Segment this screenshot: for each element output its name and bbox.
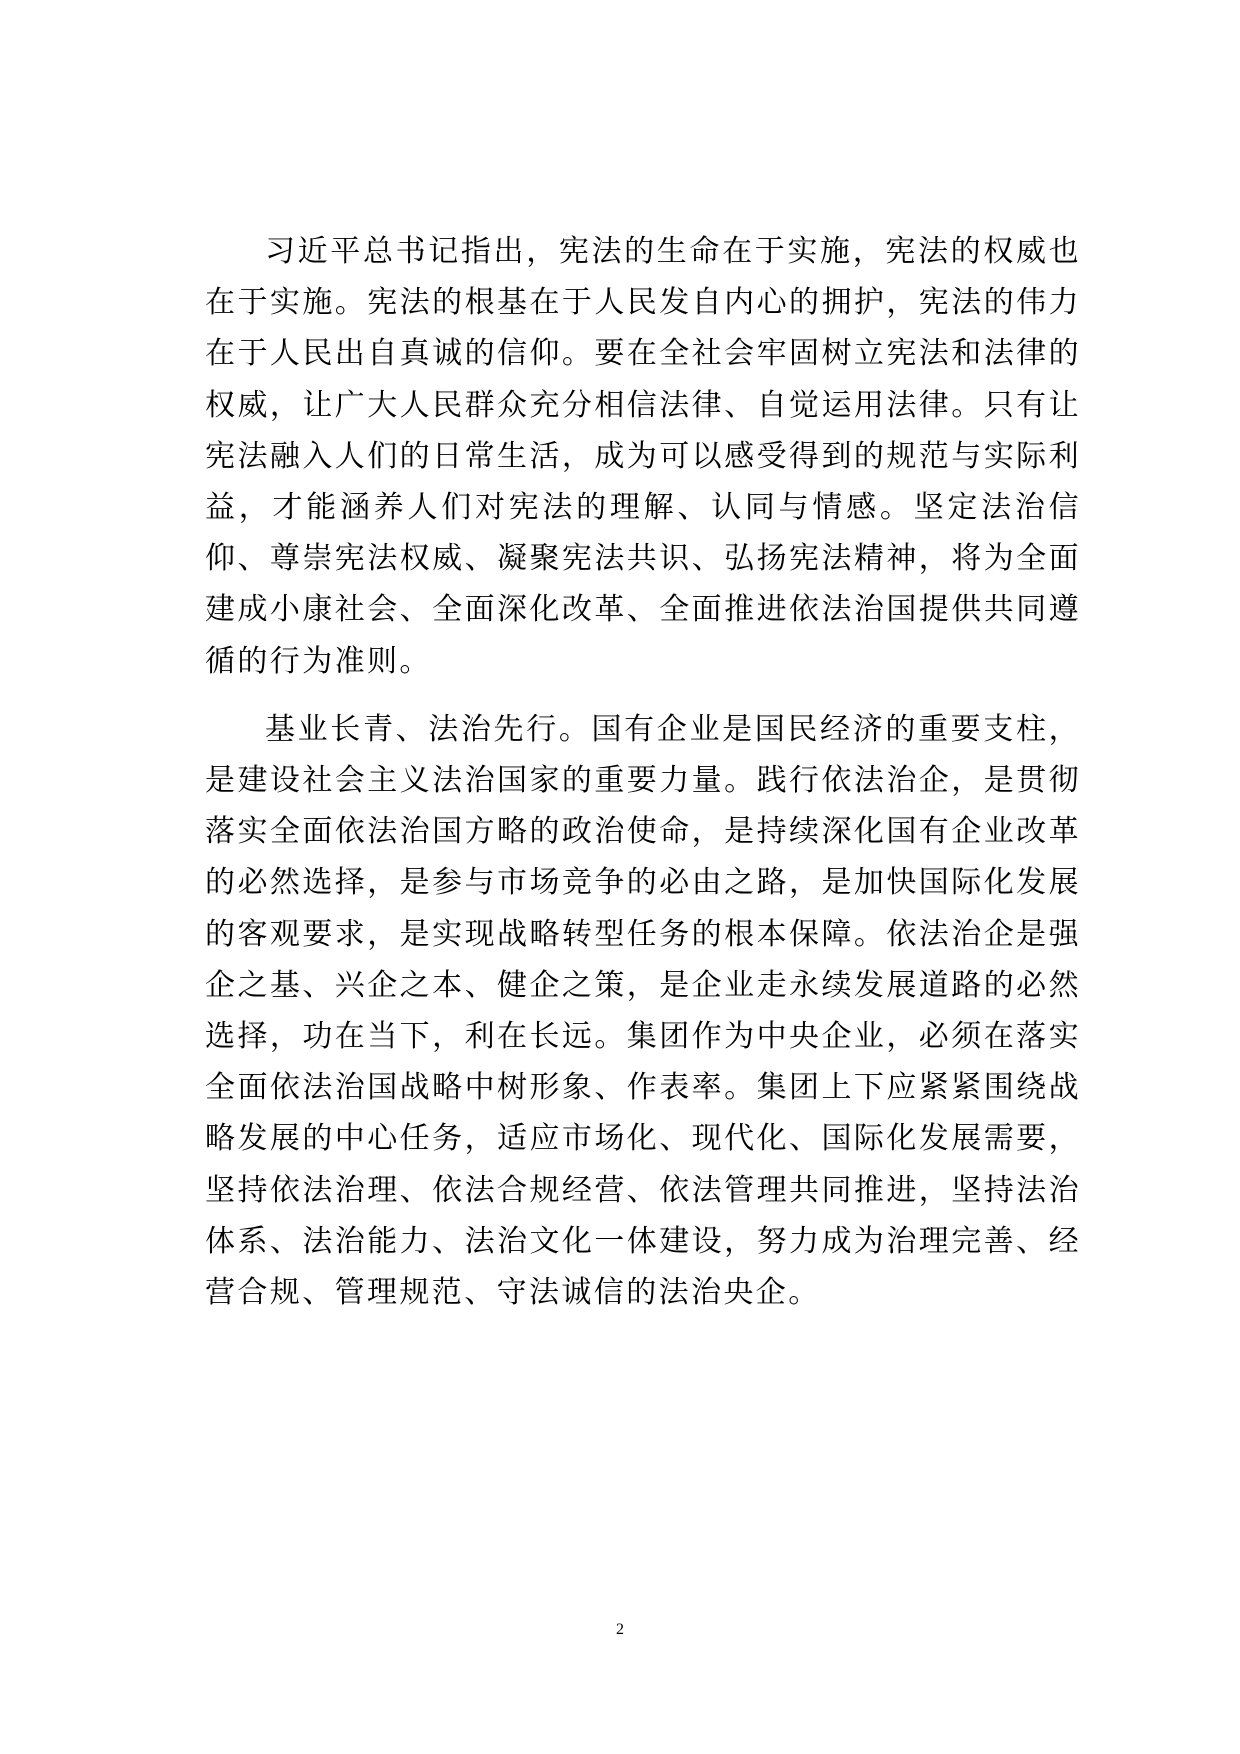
paragraph-constitution: 习近平总书记指出，宪法的生命在于实施，宪法的权威也在于实施。宪法的根基在于人民发自内心的拥护，宪法的伟力在于人民出自真诚的信仰。要在全社会牢固树立宪法和法律的权威，让广大人民群众充分相信法律、自觉运用法律。只有让宪法融入人们的日常生活，成为可以感受得到的规范与实际利益，才能涵养人们对宪法的理解、认同与情感。坚定法治信仰、尊崇宪法权威、凝聚宪法共识、弘扬宪法精神，将为全面建成小康社会、全面深化改革、全面推进依法治国提供共同遵循的行为准则。 (205, 234, 1081, 679)
paragraph-rule-of-law-enterprise: 基业长青、法治先行。国有企业是国民经济的重要支柱，是建设社会主义法治国家的重要力量。践行依法治企，是贯彻落实全面依法治国方略的政治使命，是持续深化国有企业改革的必然选择，是参与市场竞争的必由之路，是加快国际化发展的客观要求，是实现战略转型任务的根本保障。依法治企是强企之基、兴企之本、健企之策，是企业走永续发展道路的必然选择，功在当下，利在长远。集团作为中央企业，必须在落实全面依法治国战略中树形象、作表率。集团上下应紧紧围绕战略发展的中心任务，适应市场化、现代化、国际化发展需要，坚持依法治理、依法合规经营、依法管理共同推进，坚持法治体系、法治能力、法治文化一体建设，努力成为治理完善、经营合规、管理规范、守法诚信的法治央企。 (205, 711, 1081, 1311)
document-body (205, 226, 1081, 1318)
page-number: 2 (616, 1621, 624, 1638)
